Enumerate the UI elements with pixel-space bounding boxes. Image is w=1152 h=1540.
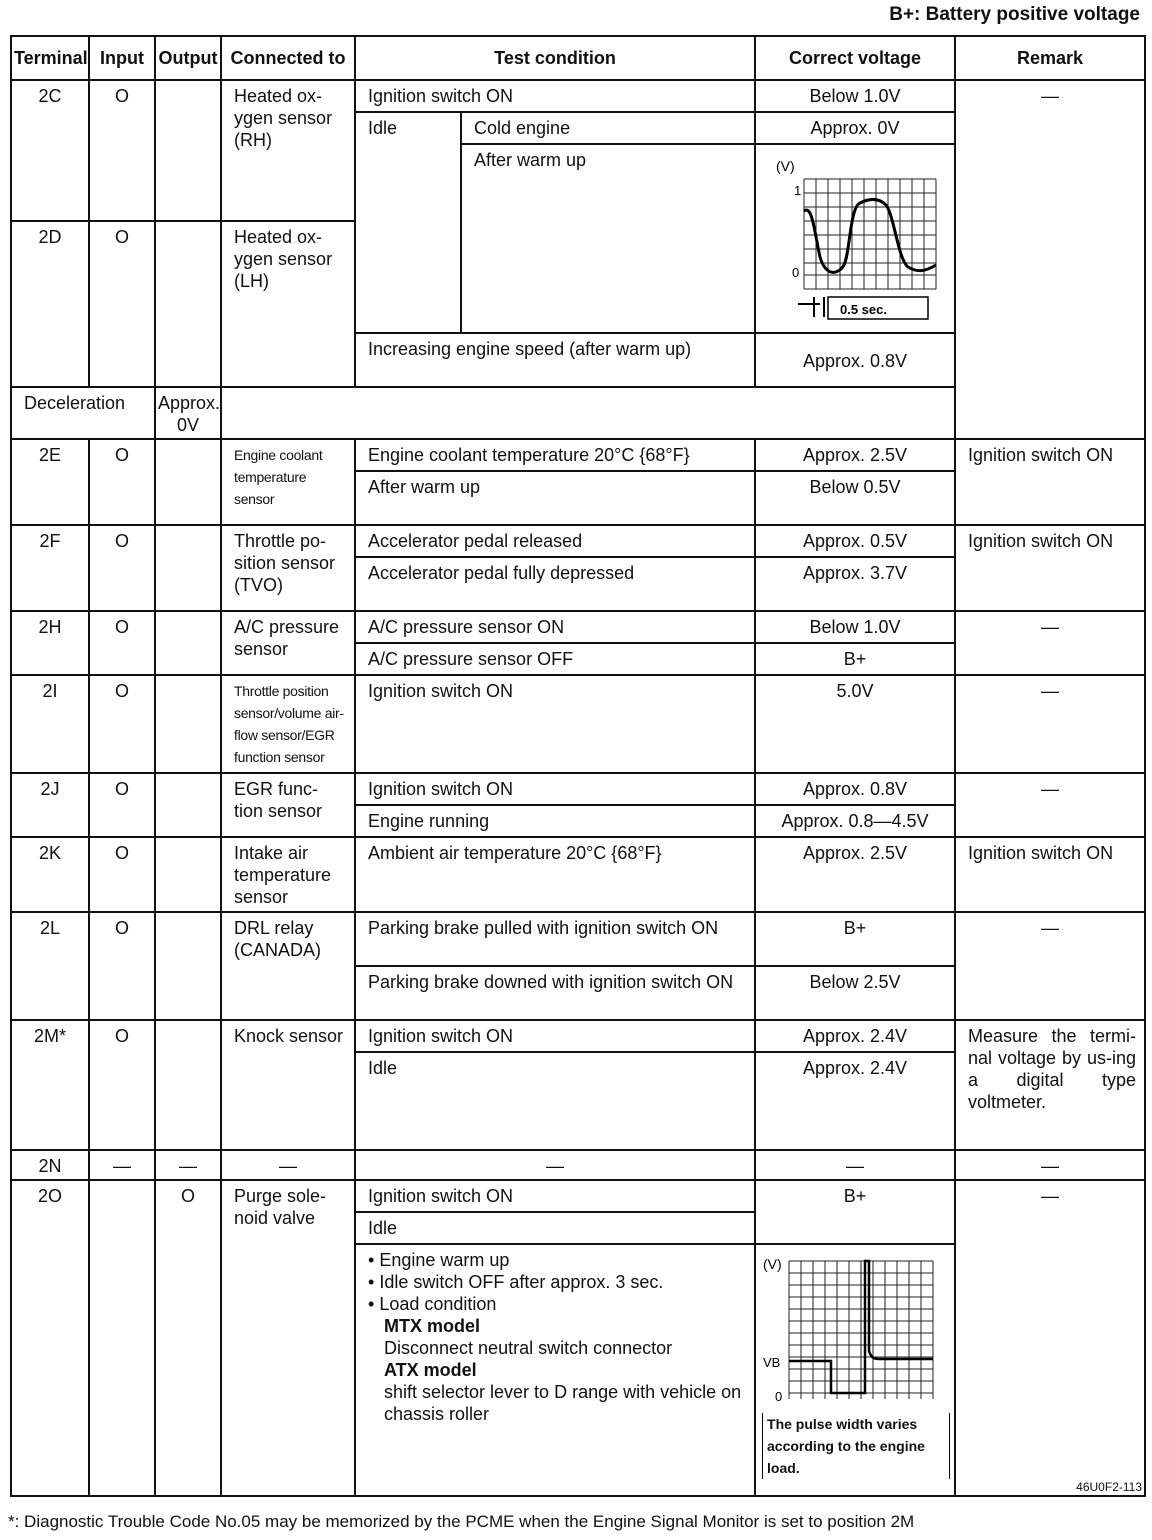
connected-to-cell: Throttle po-sition sensor (TVO) (221, 525, 355, 611)
input-mark: O (89, 221, 155, 387)
test-condition-cell: Increasing engine speed (after warm up) (355, 333, 755, 387)
connected-to-cell: Engine coolant temperature sensor (221, 439, 355, 525)
test-condition-cell: Ignition switch ON (355, 80, 755, 112)
voltage-cell: Approx. 0.5V (755, 525, 955, 557)
test-condition-cell: Engine running (355, 805, 755, 837)
waveform-trace (804, 200, 936, 273)
input-mark: O (89, 611, 155, 675)
terminal-cell: 2F (11, 525, 89, 611)
input-mark: O (89, 837, 155, 912)
header-connected-to: Connected to (221, 36, 355, 80)
table-row (11, 675, 1145, 773)
test-condition-cell: Ignition switch ON (355, 1020, 755, 1052)
input-mark: O (89, 773, 155, 837)
remark-cell: — (955, 611, 1145, 675)
atx-model-text: shift selector lever to D range with vehicle on chassis roller (384, 1382, 742, 1424)
test-condition-cell: After warm up (355, 471, 755, 525)
output-cell (155, 525, 221, 611)
terminal-cell: 2M* (11, 1020, 89, 1150)
pulse-chart (761, 1251, 951, 1411)
voltage-cell: Approx. 2.5V (755, 837, 955, 912)
terminal-cell: 2N (11, 1150, 89, 1180)
pulse-zero-label: 0 (775, 1389, 783, 1404)
test-condition-cell: Ambient air temperature 20°C {68°F} (355, 837, 755, 912)
mtx-model-text: Disconnect neutral switch connector (384, 1338, 673, 1358)
list-item: • Idle switch OFF after approx. 3 sec. (368, 1271, 746, 1293)
voltage-cell: Approx. 0.8V (755, 333, 955, 387)
remark-cell: — (955, 773, 1145, 837)
waveform-chart (768, 149, 948, 329)
input-mark: O (89, 912, 155, 1020)
voltage-cell: B+ (755, 1180, 955, 1244)
pulse-grid (789, 1261, 933, 1399)
connected-to-cell: EGR func-tion sensor (221, 773, 355, 837)
input-cell (89, 1180, 155, 1496)
output-mark: O (155, 1180, 221, 1496)
voltage-cell: Below 1.0V (755, 611, 955, 643)
output-cell (155, 439, 221, 525)
test-condition-cell: Ignition switch ON (355, 773, 755, 805)
input-mark: O (89, 80, 155, 221)
voltage-cell: Approx. 0.8V (755, 773, 955, 805)
test-condition-cell (355, 1244, 755, 1496)
output-cell (155, 912, 221, 1020)
remark-cell: — (955, 1150, 1145, 1180)
voltage-cell: B+ (755, 643, 955, 675)
figure-code: 46U0F2-113 (1076, 1480, 1142, 1494)
test-condition-cell: A/C pressure sensor ON (355, 611, 755, 643)
header-remark: Remark (955, 36, 1145, 80)
header-correct-voltage: Correct voltage (755, 36, 955, 80)
test-condition-cell: Cold engine (461, 112, 755, 144)
table-row (11, 1020, 1145, 1052)
test-condition-cell: Accelerator pedal released (355, 525, 755, 557)
header-output: Output (155, 36, 221, 80)
remark-cell: — (955, 912, 1145, 1020)
table-row (11, 1180, 1145, 1212)
connected-to-cell: — (221, 1150, 355, 1180)
test-condition-cell: Ignition switch ON (355, 675, 755, 773)
terminal-cell: 2J (11, 773, 89, 837)
voltage-cell: Approx. 2.4V (755, 1020, 955, 1052)
header-test-condition: Test condition (355, 36, 755, 80)
battery-voltage-note: B+: Battery positive voltage (889, 4, 1140, 25)
voltage-cell: 5.0V (755, 675, 955, 773)
voltage-cell: Approx. 0V (755, 112, 955, 144)
output-cell (155, 1020, 221, 1150)
voltage-cell: Approx. 0.8—4.5V (755, 805, 955, 837)
input-mark: O (89, 1020, 155, 1150)
table-row (11, 439, 1145, 471)
pulse-width-caption: The pulse width varies according to the engine load. (762, 1413, 950, 1479)
remark-cell: Measure the termi-nal voltage by us-ing a digital type voltmeter. (955, 1020, 1145, 1150)
test-condition-cell: A/C pressure sensor OFF (355, 643, 755, 675)
voltage-cell: Below 1.0V (755, 80, 955, 112)
voltage-cell: Approx. 0V (155, 387, 221, 439)
terminal-cell: 2I (11, 675, 89, 773)
output-cell (155, 837, 221, 912)
test-condition-cell: Idle (355, 1212, 755, 1244)
atx-model-label: ATX model (384, 1360, 477, 1380)
waveform-unit: (V) (776, 158, 795, 174)
pulse-vb-label: VB (763, 1355, 781, 1370)
mtx-model-label: MTX model (384, 1316, 481, 1336)
table-row (11, 80, 1145, 112)
connected-to-cell: Purge sole-noid valve (221, 1180, 355, 1496)
output-cell (155, 221, 221, 387)
condition-list (368, 1249, 746, 1315)
terminal-cell: 2O (11, 1180, 89, 1496)
connected-to-cell: Heated ox-ygen sensor (LH) (221, 221, 355, 387)
output-cell (155, 773, 221, 837)
footnote: *: Diagnostic Trouble Code No.05 may be memorized by the PCME when the Engine Signal Monitor is set to position 2M (8, 1512, 915, 1531)
output-cell (155, 611, 221, 675)
test-condition-cell: Engine coolant temperature 20°C {68°F} (355, 439, 755, 471)
pulse-unit: (V) (763, 1256, 782, 1272)
connected-to-cell: Knock sensor (221, 1020, 355, 1150)
table-row (11, 611, 1145, 643)
list-item: • Load condition (368, 1293, 746, 1315)
terminal-cell: 2K (11, 837, 89, 912)
test-condition-cell: Deceleration (11, 387, 155, 439)
output-cell (155, 675, 221, 773)
waveform-grid (804, 179, 936, 289)
purge-valve-waveform (755, 1244, 955, 1496)
list-item: • Engine warm up (368, 1249, 746, 1271)
terminal-cell: 2H (11, 611, 89, 675)
table-row (11, 837, 1145, 912)
connected-to-cell: Intake air temperature sensor (221, 837, 355, 912)
remark-cell: Ignition switch ON (955, 525, 1145, 611)
remark-cell: Ignition switch ON (955, 439, 1145, 525)
test-condition-cell: Parking brake pulled with ignition switch ON (355, 912, 755, 966)
header-row (11, 36, 1145, 80)
voltage-cell: Below 0.5V (755, 471, 955, 525)
table-row (11, 1150, 1145, 1180)
test-condition-cell: Parking brake downed with ignition switch ON (355, 966, 755, 1020)
voltage-cell: B+ (755, 912, 955, 966)
waveform-time-label: 0.5 sec. (840, 302, 888, 317)
test-condition-cell: Idle (355, 1052, 755, 1150)
voltage-cell: Below 2.5V (755, 966, 955, 1020)
test-condition-cell: Ignition switch ON (355, 1180, 755, 1212)
voltage-cell: Approx. 3.7V (755, 557, 955, 611)
input-mark: O (89, 439, 155, 525)
table-row (11, 912, 1145, 966)
test-condition-cell: Idle (355, 112, 461, 333)
input-cell: — (89, 1150, 155, 1180)
connected-to-cell: DRL relay (CANADA) (221, 912, 355, 1020)
voltage-cell: — (755, 1150, 955, 1180)
header-input: Input (89, 36, 155, 80)
terminal-cell: 2E (11, 439, 89, 525)
terminal-cell: 2L (11, 912, 89, 1020)
terminal-voltage-table (10, 35, 1146, 1497)
remark-cell: — (955, 1180, 1145, 1496)
terminal-cell: 2C (11, 80, 89, 221)
header-terminal: Terminal (11, 36, 89, 80)
input-mark: O (89, 675, 155, 773)
terminal-cell: 2D (11, 221, 89, 387)
voltage-cell: Approx. 2.4V (755, 1052, 955, 1150)
oxygen-sensor-waveform (755, 144, 955, 333)
output-cell (155, 80, 221, 221)
table-row (11, 525, 1145, 557)
connected-to-cell: Heated ox-ygen sensor (RH) (221, 80, 355, 221)
remark-cell: — (955, 675, 1145, 773)
connected-to-cell: A/C pressure sensor (221, 611, 355, 675)
table-row (11, 773, 1145, 805)
waveform-y-bottom: 0 (792, 265, 800, 280)
output-cell: — (155, 1150, 221, 1180)
connected-to-cell: Throttle position sensor/volume air-flow sensor/EGR function sensor (221, 675, 355, 773)
voltage-cell: Approx. 2.5V (755, 439, 955, 471)
test-condition-cell: After warm up (461, 144, 755, 333)
waveform-y-top: 1 (794, 183, 802, 198)
test-condition-cell: Accelerator pedal fully depressed (355, 557, 755, 611)
remark-cell: Ignition switch ON (955, 837, 1145, 912)
test-condition-cell: — (355, 1150, 755, 1180)
remark-cell: — (955, 80, 1145, 439)
input-mark: O (89, 525, 155, 611)
